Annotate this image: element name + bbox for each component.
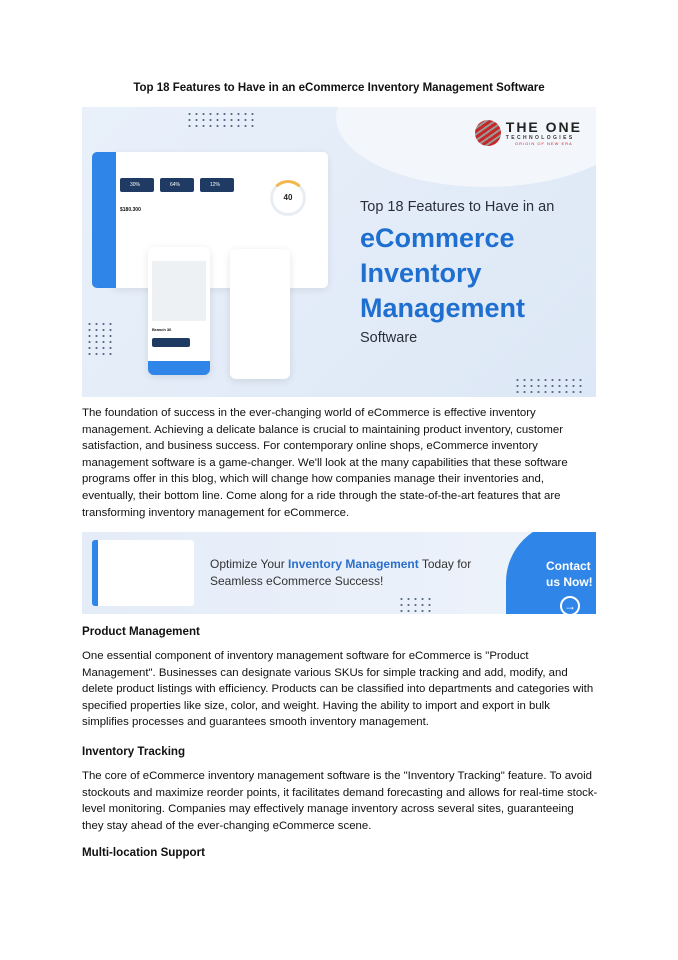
- phone-list-mockup: [230, 249, 290, 379]
- intro-paragraph: The foundation of success in the ever-changing world of eCommerce is effective inventory management. Achieving a delicate balance is crucial to maintaining product inventory, customer satisfaction, and business success. For contemporary online shops, eCommerce inventory management software is a game-changer. We'll look at the many capabilities that these software programs offer in this blog, which will change how companies manage their inventories and, eventually, their bottom line. Come along for a ride through the state-of-the-art features that are transforming inventory management for eCommerce.: [82, 407, 568, 519]
- dot-pattern: [398, 596, 432, 612]
- section-paragraph: The core of eCommerce inventory management software is the "Inventory Tracking" feature. To avoid stockouts and maximize reorder points, it facilitates demand forecasting and allows for real-time stock-level monitoring. Companies may effectively manage inventory across several sites, guaranteeing they stay ahead of the ever-changing eCommerce scene.: [82, 770, 598, 832]
- section-heading: Multi-location Support: [82, 846, 206, 859]
- section-paragraph: One essential component of inventory management software for eCommerce is "Product Management". Businesses can designate various SKUs for simple tracking and add, modify, and delete product listings with efficiency. Products can be classified into departments and categories with specified properties like size, color, and weight. Having the ability to import and export in bulk simplifies processes and guarantees smooth inventory management.: [82, 650, 594, 729]
- dashboard-thumbnail: [92, 540, 194, 606]
- section-heading: Inventory Tracking: [82, 745, 186, 758]
- logo-globe-icon: [475, 120, 501, 146]
- cta-banner[interactable]: Optimize Your Inventory Management Today for Seamless eCommerce Success! Contact us Now! →: [82, 532, 596, 614]
- progress-ring: 40: [270, 180, 306, 216]
- company-logo: THE ONE TECHNOLOGIES ORIGIN OF NEW ERA: [475, 119, 582, 146]
- arrow-right-icon: →: [560, 596, 580, 614]
- section-heading: Product Management: [82, 625, 200, 638]
- dashboard-mockup: 30% 64% 12% $180.300 40: [112, 152, 328, 288]
- document-title: Top 18 Features to Have in an eCommerce Inventory Management Software: [133, 82, 545, 94]
- hero-banner: THE ONE TECHNOLOGIES ORIGIN OF NEW ERA 30% 64% 12% $180.300 40 Branch 36 Top 18 Features to Have in an eCommerce Inventory Management Software: [82, 107, 596, 397]
- dot-pattern: [186, 111, 256, 129]
- dot-pattern: [86, 321, 114, 359]
- phone-map-mockup: Branch 36: [148, 247, 210, 375]
- dot-pattern: [514, 377, 584, 395]
- contact-us-button[interactable]: Contact us Now! →: [506, 532, 596, 614]
